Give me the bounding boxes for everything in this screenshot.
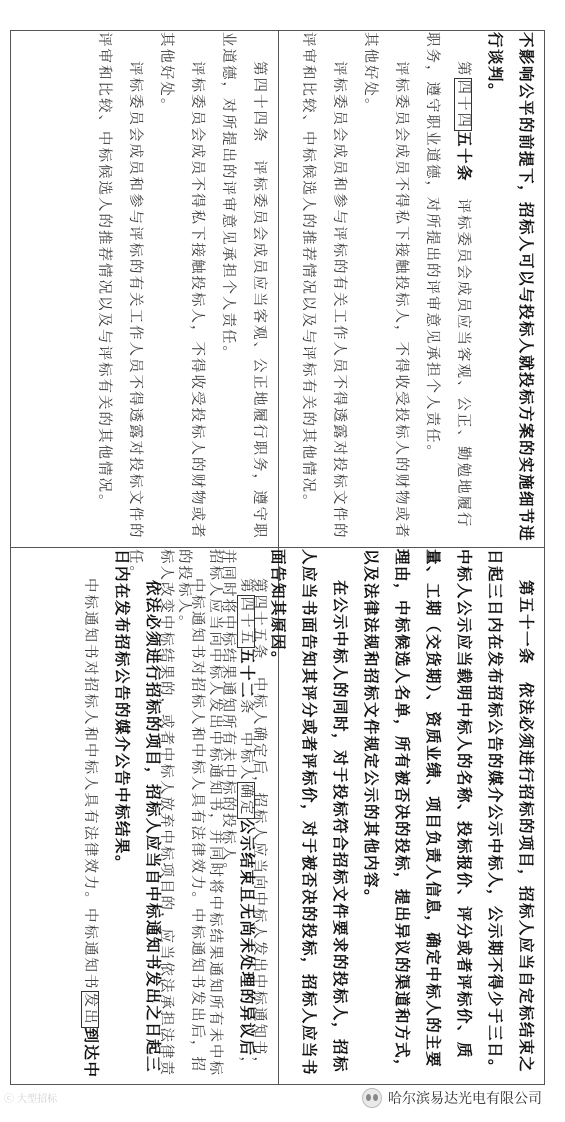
article-text-rest: ，招标人应当向中标人发出中标通知书，并同时将中标结果通知所有未中标的投标人。 bbox=[176, 549, 254, 1077]
right-article-52 bbox=[168, 549, 262, 1079]
right-article-51-para2: 在公示中标人的同时，对于投标符合招标文件要求的投标人，招标人应当书面告知其评分或者评标价，对于被否决的投标，招标人应当书面告知其原因。 bbox=[269, 549, 349, 1077]
deleted-number: 四十五 bbox=[238, 596, 254, 646]
left-article-44-para2: 评标委员会成员不得私下接触投标人，不得收受投标人的财物或者其他好处。 bbox=[158, 32, 205, 540]
article-prefix: 第 bbox=[455, 61, 471, 78]
right-continuation: 不影响公平的前提下，招标人可以与投标人就投标方案的实施细节进行谈判。 bbox=[486, 32, 535, 543]
row-divider bbox=[10, 30, 278, 31]
left-text-block bbox=[88, 32, 274, 542]
article-text-char: 书 bbox=[82, 974, 98, 991]
deleted-text: 发出 bbox=[82, 992, 98, 1026]
added-number: 五十二 bbox=[238, 648, 256, 700]
left-article-44-para3: 评标委员会成员和参与评标的有关工作人员不得透露对投标文件的评审和比较、中标候选人的推荐情况以及与评标有关的其他情况。 bbox=[96, 32, 143, 540]
wechat-icon bbox=[362, 1088, 382, 1108]
watermark: ⓒ 大型招标 bbox=[4, 1094, 58, 1105]
deleted-text: 确定 bbox=[238, 783, 254, 817]
brand-badge[interactable] bbox=[362, 1088, 542, 1108]
right-article-51: 第五十一条 依法必须进行招标的项目，招标人应当自定标结束之日起三日内在发布招标公告的媒介公示中标人，公示期不得少于三日。中标人公示应当载明中标人的名称、投标报价、评分或者评标价、质量、工期（交货期）、资质业绩、项目负责人信息，确定中标人的主要理由，中标候选人名单，所有被否决的投标，提出异议的渠道和方式，以及法律法规和招标文件规定公示的其他内容。 bbox=[362, 549, 535, 1077]
left-article-44: 第四十四条 评标委员会成员应当客观、公正地履行职务，遵守职业道德，对所提出的评审意见承担个人责任。 bbox=[220, 32, 267, 540]
right-article-52-para3 bbox=[74, 549, 106, 1079]
right-article-50-para2: 评标委员会成员不得私下接触投标人，不得收受投标人的财物或者其他好处。 bbox=[362, 32, 409, 540]
left-article-45-para2: 中标通知书对招标人和中标人具有法律效力。中标通知书发出后，招标人改变中标结果的，或者中标人放弃中标项目的，应当依法承担法律责任。 bbox=[127, 549, 205, 1077]
added-number: 五十条 bbox=[455, 131, 473, 183]
right-text-block bbox=[292, 32, 541, 542]
left-article-45: 第四十五条 中标人确定后，招标人应当向中标人发出中标通知书，并同时将中标结果通知所有未中标的投标人。 bbox=[220, 549, 267, 1073]
row-divider-right bbox=[278, 547, 545, 548]
right-cell-top bbox=[280, 32, 543, 545]
right-article-50 bbox=[416, 32, 479, 542]
article-prefix: 第 bbox=[238, 578, 254, 595]
right-article-52-para2: 依法必须进行招标的项目，招标人应当自中标通知书发出之日起三日内在发布招标公告的媒介公告中标结果。 bbox=[113, 549, 162, 1074]
article-text: 评标委员会成员应当客观、公正、勤勉地履行职务，遵守职业道德，对所提出的评审意见承担个人责任。 bbox=[424, 32, 471, 529]
deleted-number: 四十四 bbox=[455, 79, 471, 129]
row-divider-left bbox=[10, 547, 278, 548]
right-article-50-para3: 评标委员会成员和参与评标的有关工作人员不得透露对投标文件的评审和比较、中标候选人的推荐情况以及与评标有关的其他情况。 bbox=[300, 32, 347, 540]
article-text: 条 中标人 bbox=[238, 699, 254, 782]
left-cell-top bbox=[12, 32, 276, 545]
article-text: 中标通知书对招标人和中标人具有法律效力。中标通知 bbox=[82, 578, 98, 974]
added-text: 公示结束且无尚未处理的异议后 bbox=[238, 818, 256, 1057]
added-text: 到达中 bbox=[82, 1027, 100, 1079]
brand-name: 哈尔滨易达光电有限公司 bbox=[388, 1091, 542, 1107]
right-text-block-2 bbox=[74, 549, 541, 1079]
